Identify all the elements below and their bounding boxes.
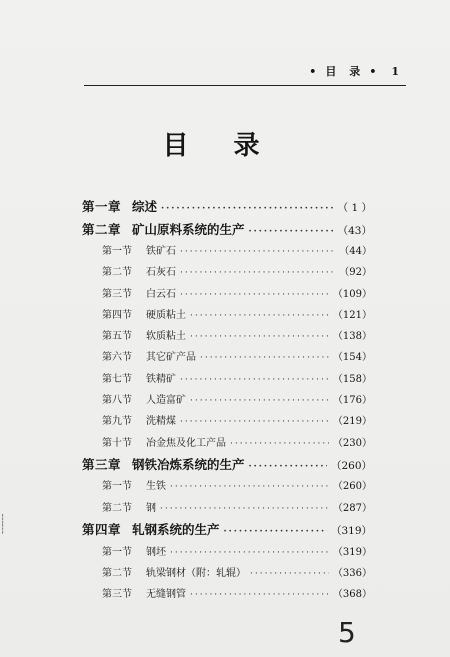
toc-entry-page: （154） [332, 352, 372, 364]
toc-entry-title: 铁矿石 [146, 246, 176, 257]
toc-entry-label: 第二节 [102, 267, 132, 279]
toc-entry-label: 第三节 [102, 288, 132, 300]
toc-dot-leader [249, 462, 327, 472]
toc-dot-leader [230, 439, 329, 449]
toc-entry-page: （230） [332, 437, 372, 449]
toc-dot-leader [170, 482, 329, 492]
toc-entry-page: （158） [332, 373, 372, 385]
toc-section-row [82, 370, 372, 391]
toc-dot-leader [250, 569, 329, 579]
toc-entry-label: 第二章 [82, 221, 122, 237]
toc-dot-leader [249, 227, 334, 237]
header-rule [84, 85, 406, 86]
running-head-dot-right: • [369, 64, 378, 78]
toc-entry-title: 轧钢系统的生产 [132, 522, 220, 538]
toc-section-row [82, 543, 372, 564]
running-head-dot-left: • [309, 64, 318, 78]
toc-entry-page: （336） [332, 567, 372, 579]
toc-entry-title: 钢铁冶炼系统的生产 [132, 456, 245, 472]
page-title: 目 录 [162, 131, 278, 161]
toc-section-row [82, 499, 372, 520]
toc-entry-title: 人造富矿 [146, 395, 186, 407]
toc-entry-title: 轨梁钢材（附：轧辊） [146, 567, 246, 579]
table-of-contents [82, 197, 372, 606]
toc-dot-leader [170, 548, 329, 558]
toc-dot-leader [161, 204, 334, 214]
toc-section-row [82, 564, 372, 585]
toc-entry-label: 第六节 [102, 352, 132, 364]
toc-section-row [82, 327, 372, 348]
toc-section-row [82, 391, 372, 412]
toc-entry-label: 第七节 [102, 373, 132, 385]
toc-entry-page: （176） [332, 395, 372, 407]
toc-entry-title: 钢 [146, 502, 156, 514]
toc-chapter-row [82, 455, 372, 478]
toc-entry-label: 第八节 [102, 395, 132, 407]
toc-dot-leader [180, 417, 329, 427]
toc-chapter-row [82, 197, 372, 220]
toc-entry-label: 第二节 [102, 567, 132, 579]
toc-entry-label: 第一节 [102, 546, 132, 558]
toc-entry-page: （92） [339, 267, 372, 279]
toc-entry-page: （260） [332, 481, 372, 493]
toc-entry-title: 矿山原料系统的生产 [132, 221, 245, 237]
toc-entry-title: 综述 [132, 199, 158, 214]
toc-section-row [82, 348, 372, 369]
toc-dot-leader [180, 247, 335, 257]
toc-chapter-row [82, 220, 372, 243]
toc-entry-page: （287） [332, 502, 372, 514]
toc-entry-label: 第二节 [102, 502, 132, 514]
toc-dot-leader [190, 311, 329, 321]
toc-chapter-row [82, 520, 372, 543]
handwritten-page-mark: 5 [338, 616, 356, 649]
toc-section-row [82, 434, 372, 455]
toc-entry-label: 第五节 [102, 331, 132, 343]
toc-entry-title: 其它矿产品 [146, 352, 196, 364]
toc-entry-page: （219） [332, 416, 372, 428]
toc-entry-page: （121） [332, 309, 372, 321]
toc-dot-leader [180, 375, 329, 385]
toc-dot-leader [190, 590, 329, 600]
toc-dot-leader [190, 332, 329, 342]
toc-entry-page: （44） [339, 246, 372, 257]
toc-entry-page: （368） [332, 589, 372, 601]
toc-entry-label: 第一节 [102, 481, 132, 493]
toc-entry-title: 铁精矿 [146, 373, 176, 385]
toc-entry-label: 第一章 [82, 199, 122, 214]
toc-entry-page: （260） [330, 459, 372, 472]
running-head-label: 目 录 [325, 65, 362, 78]
toc-entry-page: （319） [332, 546, 372, 558]
toc-entry-title: 生铁 [146, 481, 166, 493]
toc-dot-leader [180, 290, 329, 300]
toc-entry-title: 洗精煤 [146, 416, 176, 428]
margin-scan-marks: ┆ ┆ [0, 515, 6, 535]
toc-section-row [82, 306, 372, 327]
toc-section-row [82, 285, 372, 306]
toc-entry-page: （319） [330, 525, 372, 538]
toc-section-row [82, 242, 372, 263]
toc-entry-title: 无缝钢管 [146, 589, 186, 601]
toc-dot-leader [160, 504, 329, 514]
toc-section-row [82, 412, 372, 433]
toc-dot-leader [224, 527, 327, 537]
toc-entry-title: 钢坯 [146, 546, 166, 558]
toc-entry-page: （138） [332, 331, 372, 343]
toc-entry-page: （43） [337, 224, 372, 237]
toc-entry-title: 石灰石 [146, 267, 176, 279]
toc-dot-leader [190, 396, 329, 406]
toc-entry-label: 第三节 [102, 589, 132, 601]
toc-entry-page: （109） [332, 288, 372, 300]
toc-entry-label: 第三章 [82, 456, 122, 472]
toc-dot-leader [180, 268, 335, 278]
toc-section-row [82, 263, 372, 284]
toc-entry-title: 冶金焦及化工产品 [146, 437, 226, 449]
toc-entry-label: 第十节 [102, 437, 132, 449]
toc-entry-title: 软质粘土 [146, 331, 186, 343]
toc-section-row [82, 477, 372, 498]
toc-entry-page: （ 1 ） [337, 202, 372, 214]
toc-entry-label: 第四章 [82, 522, 122, 538]
toc-entry-label: 第四节 [102, 309, 132, 321]
toc-entry-title: 硬质粘土 [146, 309, 186, 321]
running-head-page-number: 1 [391, 64, 400, 78]
toc-entry-label: 第九节 [102, 416, 132, 428]
toc-entry-title: 白云石 [146, 288, 176, 300]
running-head [309, 63, 400, 79]
toc-section-row [82, 585, 372, 606]
toc-dot-leader [200, 353, 329, 363]
toc-entry-label: 第一节 [102, 246, 132, 257]
